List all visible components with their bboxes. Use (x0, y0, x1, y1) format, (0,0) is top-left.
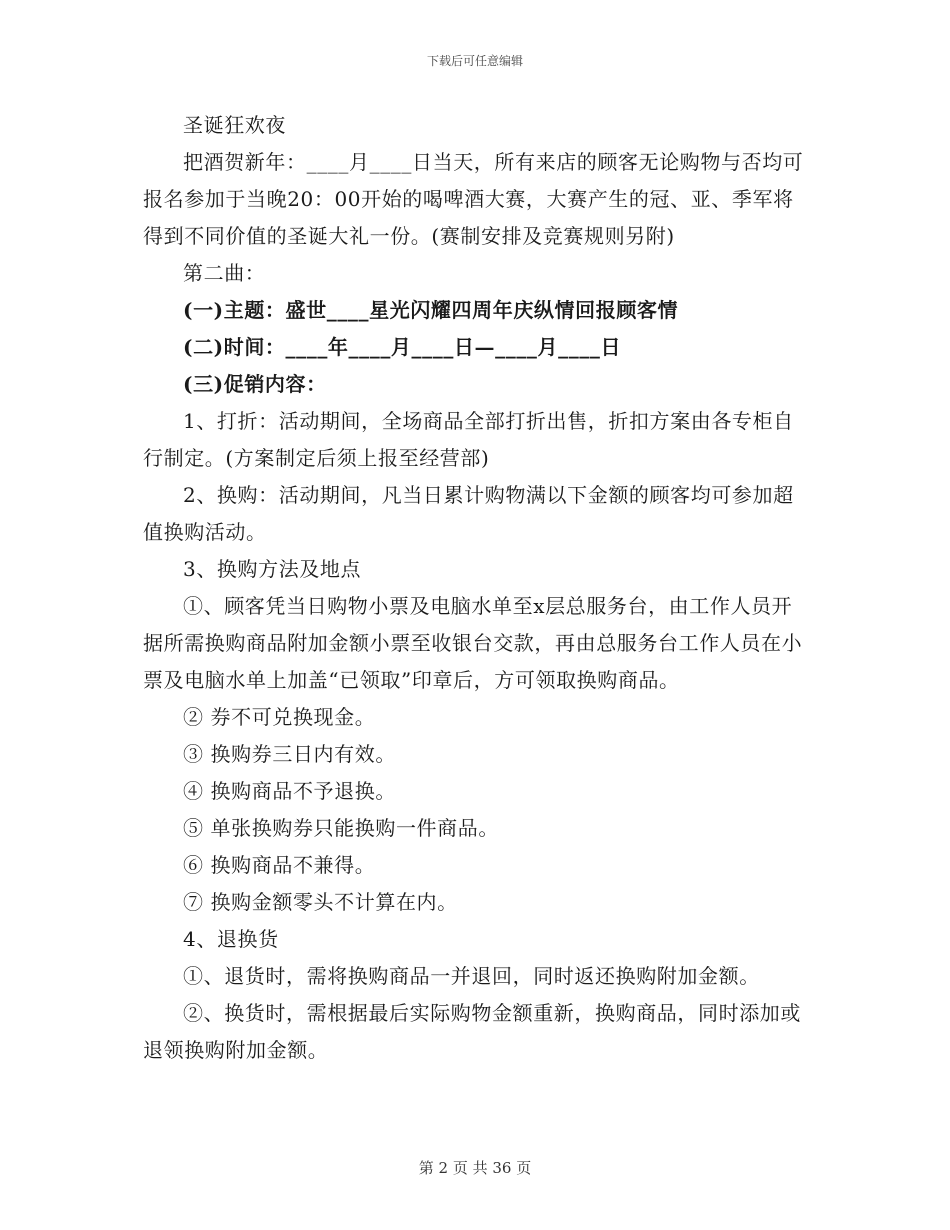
document-body (143, 107, 807, 1069)
list-item-rule-4: ④ 换购商品不予退换。 (183, 779, 396, 803)
list-item-rule-3: ③ 换购券三日内有效。 (183, 742, 396, 766)
list-item-return-1: ①、退货时，需将换购商品一并退回，同时返还换购附加金额。 (183, 964, 760, 988)
paragraph-new-year-beer: 把酒贺新年：____月____日当天，所有来店的顾客无论购物与否均可报名参加于当晚20：00开始的喝啤酒大赛，大赛产生的冠、亚、季军将得到不同价值的圣诞大礼一份。(赛制安排及竞赛规则另附) (143, 150, 804, 248)
section-theme: (一)主题：盛世____星光闪耀四周年庆纵情回报顾客情 (183, 298, 679, 322)
list-item-rule-6: ⑥ 换购商品不兼得。 (183, 853, 376, 877)
paragraph-christmas-night: 圣诞狂欢夜 (183, 113, 286, 137)
page-footer: 第 2 页 共 36 页 (418, 1159, 532, 1177)
paragraph-returns: 4、退换货 (183, 927, 279, 951)
section-promotion-content: (三)促销内容： (183, 372, 327, 396)
list-item-rule-7: ⑦ 换购金额零头不计算在内。 (183, 890, 458, 914)
section-time: (二)时间：____年____月____日—____月____日 (183, 335, 622, 359)
paragraph-exchange-method: 3、换购方法及地点 (183, 557, 362, 581)
paragraph-exchange: 2、换购：活动期间，凡当日累计购物满以下金额的顾客均可参加超值换购活动。 (143, 483, 794, 544)
list-item-rule-5: ⑤ 单张换购券只能换购一件商品。 (183, 816, 499, 840)
list-item-return-2: ②、换货时，需根据最后实际购物金额重新，换购商品，同时添加或退领换购附加金额。 (143, 1001, 801, 1062)
page-header: 下载后可任意编辑 (426, 54, 523, 68)
paragraph-second-song: 第二曲： (183, 261, 266, 285)
list-item-rule-2: ② 券不可兑换现金。 (183, 705, 376, 729)
paragraph-discount: 1、打折：活动期间，全场商品全部打折出售，折扣方案由各专柜自行制定。(方案制定后须上报至经营部) (143, 409, 794, 470)
list-item-rule-1: ①、顾客凭当日购物小票及电脑水单至x层总服务台，由工作人员开据所需换购商品附加金额小票至收银台交款，再由总服务台工作人员在小票及电脑水单上加盖“已领取”印章后，方可领取换购商品。 (143, 594, 803, 692)
